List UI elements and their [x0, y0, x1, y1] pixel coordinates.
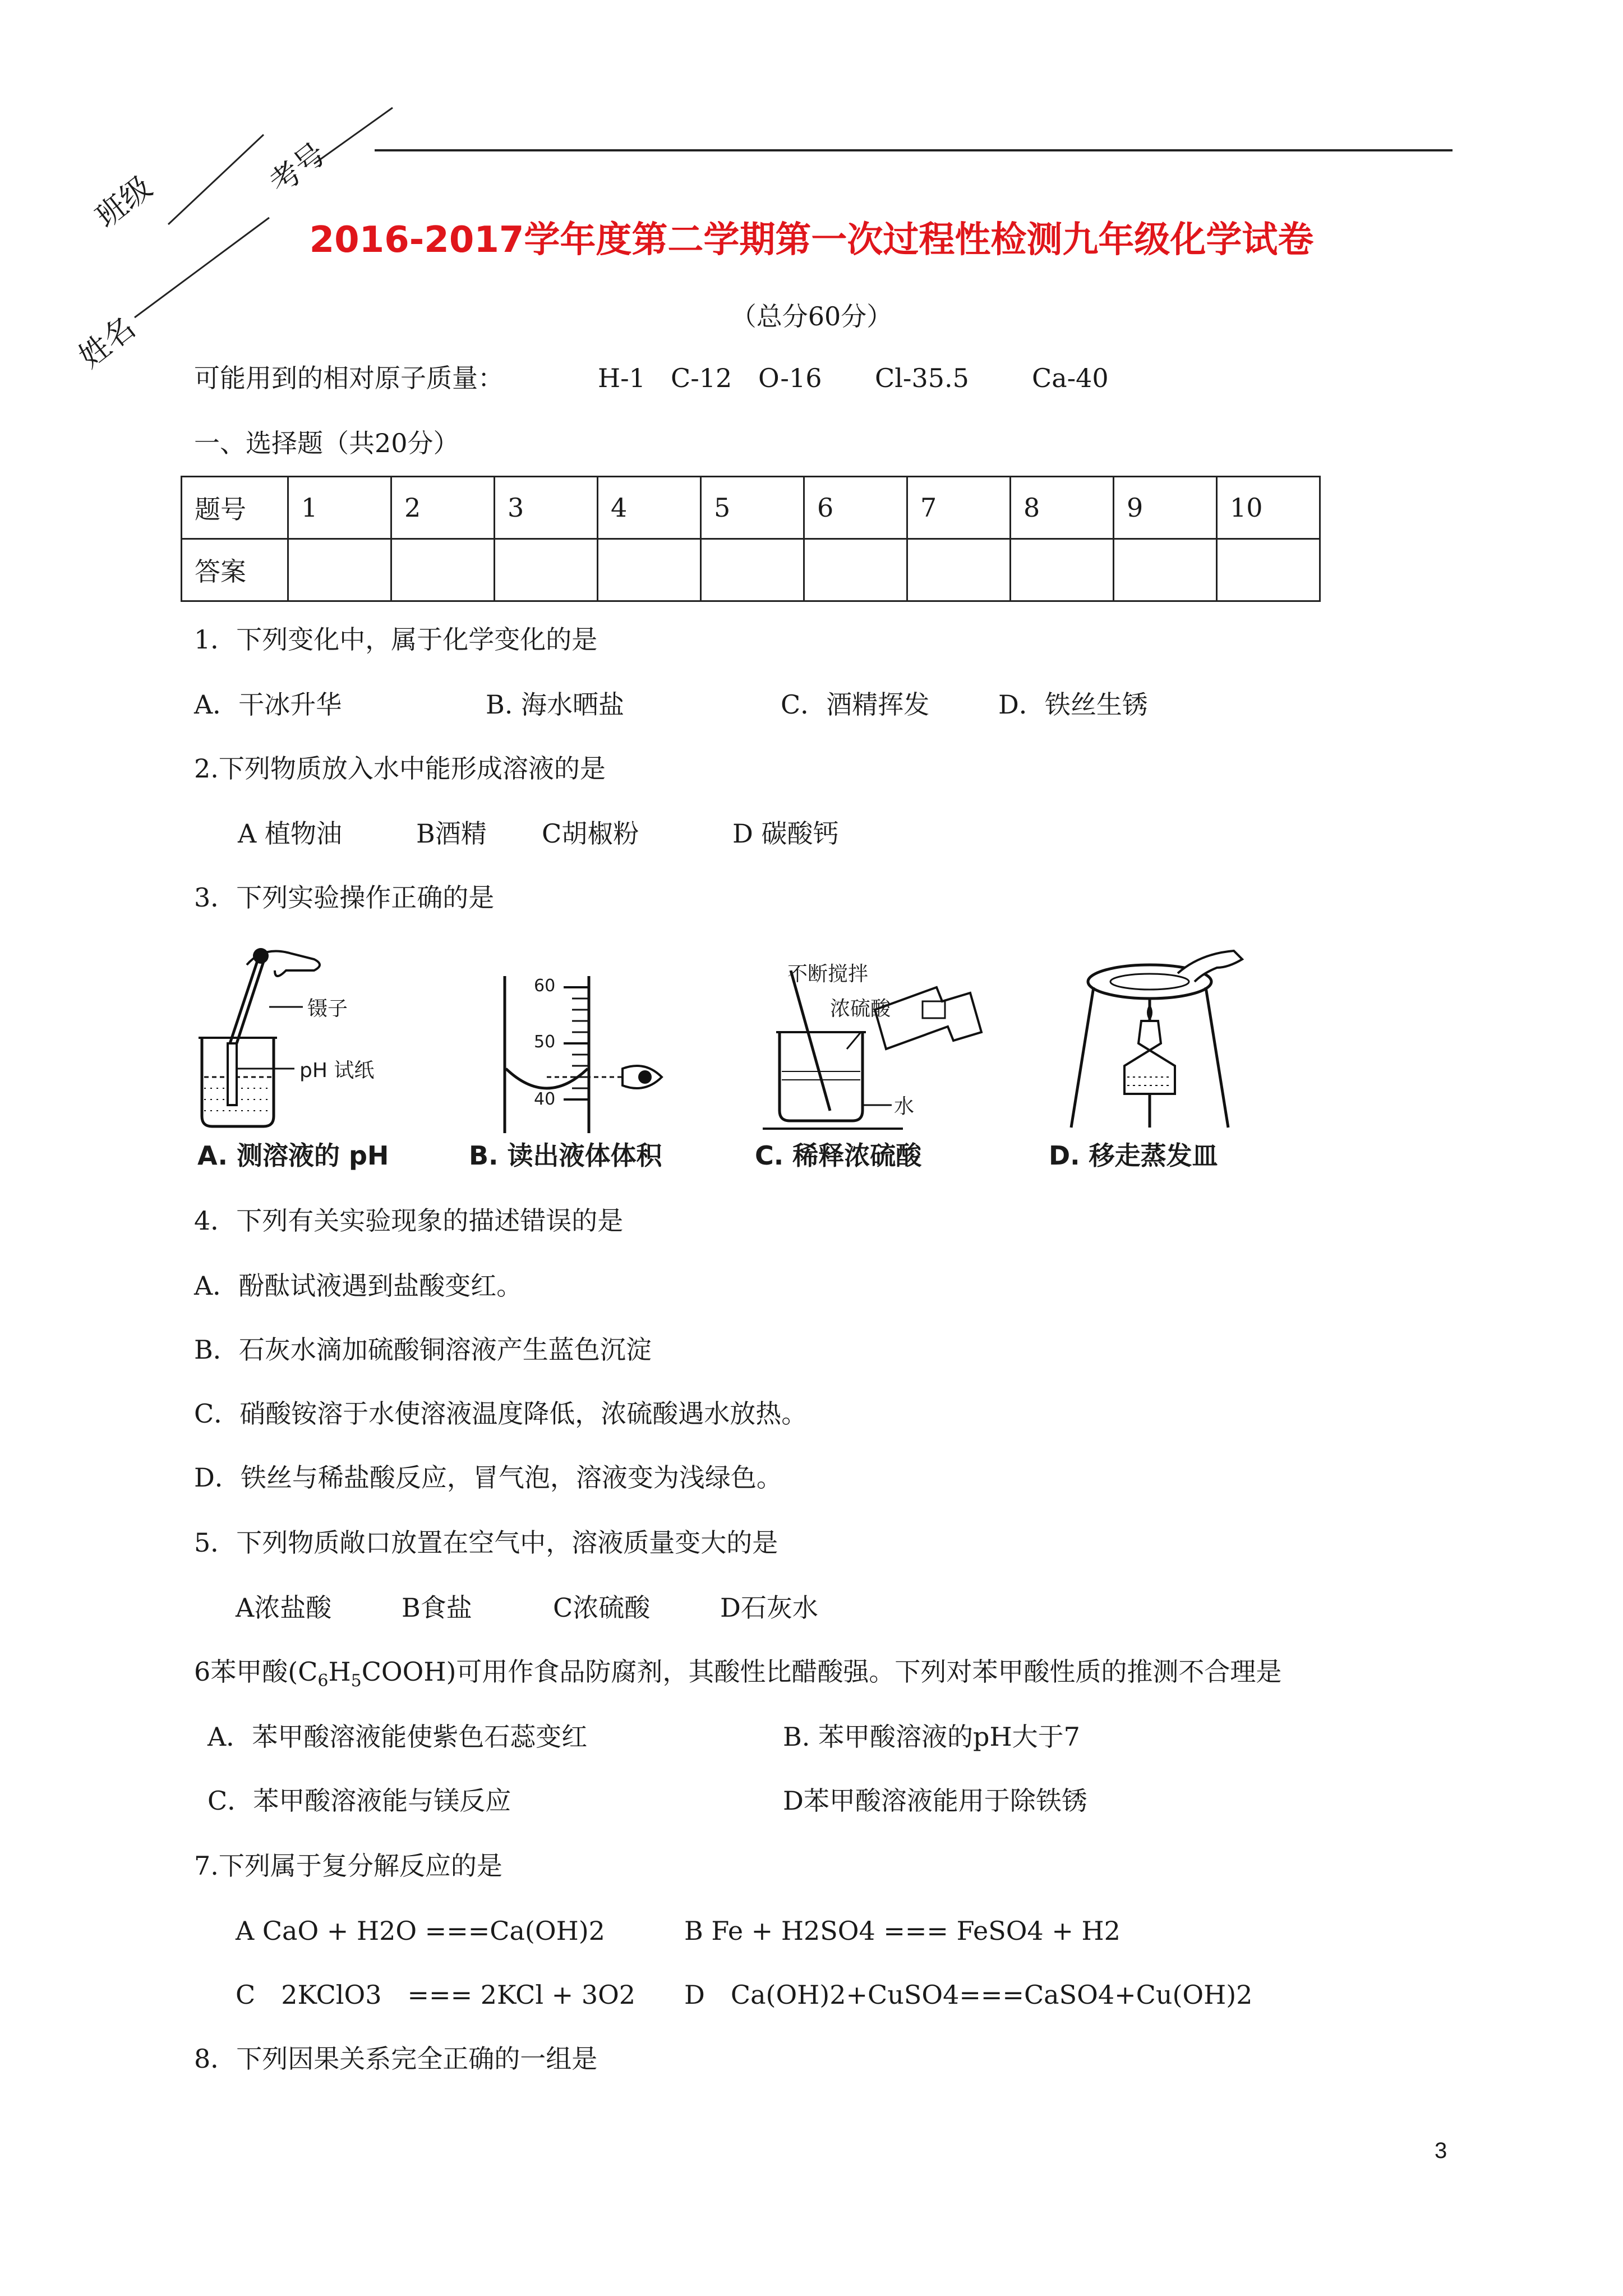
answer-table — [181, 476, 1321, 602]
answer-cell[interactable] — [288, 539, 391, 601]
question-number-cell: 4 — [598, 477, 701, 539]
question-number-cell: 8 — [1011, 477, 1114, 539]
page-number: 3 — [1435, 2138, 1447, 2163]
question-5-option-d: D石灰水 — [720, 1593, 818, 1623]
figure-a-ph-test — [191, 948, 426, 1133]
question-2-option-c: C胡椒粉 — [542, 818, 639, 849]
side-margin-lines — [0, 0, 404, 393]
class-label: 班级 — [89, 169, 159, 235]
question-6-stem — [194, 1655, 1281, 1698]
question-7-option-c: C 2KClO3 === 2KCl + 3O2 — [236, 1980, 636, 2010]
answer-cell[interactable] — [598, 539, 701, 601]
atomic-mass-ca: Ca-40 — [1032, 363, 1109, 393]
question-6-option-a: A．苯甲酸溶液能使紫色石蕊变红 — [208, 1722, 588, 1752]
question-2-option-b: B酒精 — [416, 818, 487, 849]
question-3-stem: 3．下列实验操作正确的是 — [194, 882, 495, 913]
answer-cell[interactable] — [1114, 539, 1217, 601]
question-number-header: 题号 — [182, 477, 288, 539]
question-4-option-a: A．酚酞试液遇到盐酸变红。 — [194, 1271, 523, 1301]
question-number-cell: 3 — [495, 477, 598, 539]
question-1-stem: 1．下列变化中，属于化学变化的是 — [194, 624, 598, 655]
question-4-option-d: D．铁丝与稀盐酸反应，冒气泡，溶液变为浅绿色。 — [194, 1462, 782, 1493]
header-rule — [375, 149, 1453, 151]
question-2-stem: 2.下列物质放入水中能形成溶液的是 — [194, 753, 606, 784]
atomic-mass-label: 可能用到的相对原子质量： — [194, 363, 504, 393]
atomic-mass-o: O-16 — [758, 363, 822, 393]
question-number-cell: 10 — [1217, 477, 1320, 539]
question-1-option-d: D．铁丝生锈 — [998, 689, 1148, 720]
question-7-option-b: B Fe + H2SO4 === FeSO4 + H2 — [684, 1916, 1121, 1946]
question-number-cell: 7 — [907, 477, 1011, 539]
question-2-option-a: A 植物油 — [238, 818, 342, 849]
figure-a-label-tweezers: 镊子 — [307, 997, 348, 1020]
figure-c-caption: C. 稀释浓硫酸 — [755, 1140, 922, 1171]
question-4-option-b: B．石灰水滴加硫酸铜溶液产生蓝色沉淀 — [194, 1335, 652, 1365]
question-1-option-b: B. 海水晒盐 — [486, 689, 625, 720]
question-8-stem: 8．下列因果关系完全正确的一组是 — [194, 2044, 598, 2074]
question-6-stem-h: H — [328, 1657, 351, 1687]
question-6-stem-prefix: 6苯甲酸(C — [194, 1657, 318, 1687]
question-1-option-a: A．干冰升华 — [194, 689, 342, 720]
question-number-cell: 5 — [701, 477, 804, 539]
figure-b-cylinder — [482, 965, 673, 1133]
figure-c-label-acid: 浓硫酸 — [830, 997, 891, 1020]
figure-b-caption: B. 读出液体体积 — [469, 1140, 662, 1171]
atomic-mass-c: C-12 — [671, 363, 732, 393]
question-4-stem: 4．下列有关实验现象的描述错误的是 — [194, 1205, 624, 1236]
figure-d-caption: D. 移走蒸发皿 — [1049, 1140, 1218, 1171]
question-4-option-c: C．硝酸铵溶于水使溶液温度降低，浓硫酸遇水放热。 — [194, 1398, 808, 1429]
question-6-option-b: B. 苯甲酸溶液的pH大于7 — [783, 1722, 1080, 1752]
question-7-option-d: D Ca(OH)2+CuSO4===CaSO4+Cu(OH)2 — [684, 1980, 1253, 2010]
question-6-sub-6: 6 — [317, 1671, 329, 1691]
answer-cell[interactable] — [495, 539, 598, 601]
question-5-option-c: C浓硫酸 — [553, 1593, 651, 1623]
page-subtitle: （总分60分） — [730, 301, 893, 332]
table-row — [182, 477, 1320, 539]
question-5-option-a: A浓盐酸 — [236, 1593, 332, 1623]
question-5-stem: 5．下列物质敞口放置在空气中，溶液质量变大的是 — [194, 1527, 778, 1558]
answer-cell[interactable] — [907, 539, 1011, 601]
question-number-cell: 1 — [288, 477, 391, 539]
section-heading: 一、选择题（共20分） — [194, 428, 459, 458]
answer-cell[interactable] — [1217, 539, 1320, 601]
figure-b-tick-50: 50 — [534, 1032, 556, 1052]
exam-no-label: 考号 — [262, 135, 333, 201]
question-number-cell: 2 — [391, 477, 495, 539]
question-7-option-a: A CaO + H2O ===Ca(OH)2 — [236, 1916, 605, 1946]
atomic-mass-cl: Cl-35.5 — [875, 363, 969, 393]
question-6-sub-5: 5 — [351, 1671, 362, 1691]
answer-cell[interactable] — [391, 539, 495, 601]
figure-b-tick-60: 60 — [534, 976, 556, 996]
figure-c-label-water: 水 — [894, 1095, 915, 1118]
question-number-cell: 9 — [1114, 477, 1217, 539]
question-5-option-b: B食盐 — [402, 1593, 472, 1623]
question-6-stem-suffix: COOH)可用作食品防腐剂，其酸性比醋酸强。下列对苯甲酸性质的推测不合理是 — [361, 1657, 1282, 1687]
question-6-option-c: C．苯甲酸溶液能与镁反应 — [208, 1786, 511, 1816]
table-row — [182, 539, 1320, 601]
question-number-cell: 6 — [804, 477, 907, 539]
answer-cell[interactable] — [804, 539, 907, 601]
answer-cell[interactable] — [701, 539, 804, 601]
page-title: 2016-2017学年度第二学期第一次过程性检测九年级化学试卷 — [309, 219, 1314, 261]
figure-a-label-ph-paper: pH 试纸 — [299, 1059, 375, 1082]
atomic-mass-h: H-1 — [598, 363, 645, 393]
answer-header: 答案 — [182, 539, 288, 601]
question-1-option-c: C．酒精挥发 — [781, 689, 930, 720]
question-7-stem: 7.下列属于复分解反应的是 — [194, 1851, 502, 1881]
question-2-option-d: D 碳酸钙 — [732, 818, 839, 849]
figure-b-tick-40: 40 — [534, 1089, 556, 1109]
figure-d-evaporation — [1066, 942, 1245, 1133]
answer-cell[interactable] — [1011, 539, 1114, 601]
figure-c-label-stirring: 不断搅拌 — [787, 963, 869, 986]
name-label: 姓名 — [72, 309, 142, 375]
figure-a-caption: A. 测溶液的 pH — [197, 1140, 389, 1171]
question-6-option-d: D苯甲酸溶液能用于除铁锈 — [783, 1786, 1087, 1816]
